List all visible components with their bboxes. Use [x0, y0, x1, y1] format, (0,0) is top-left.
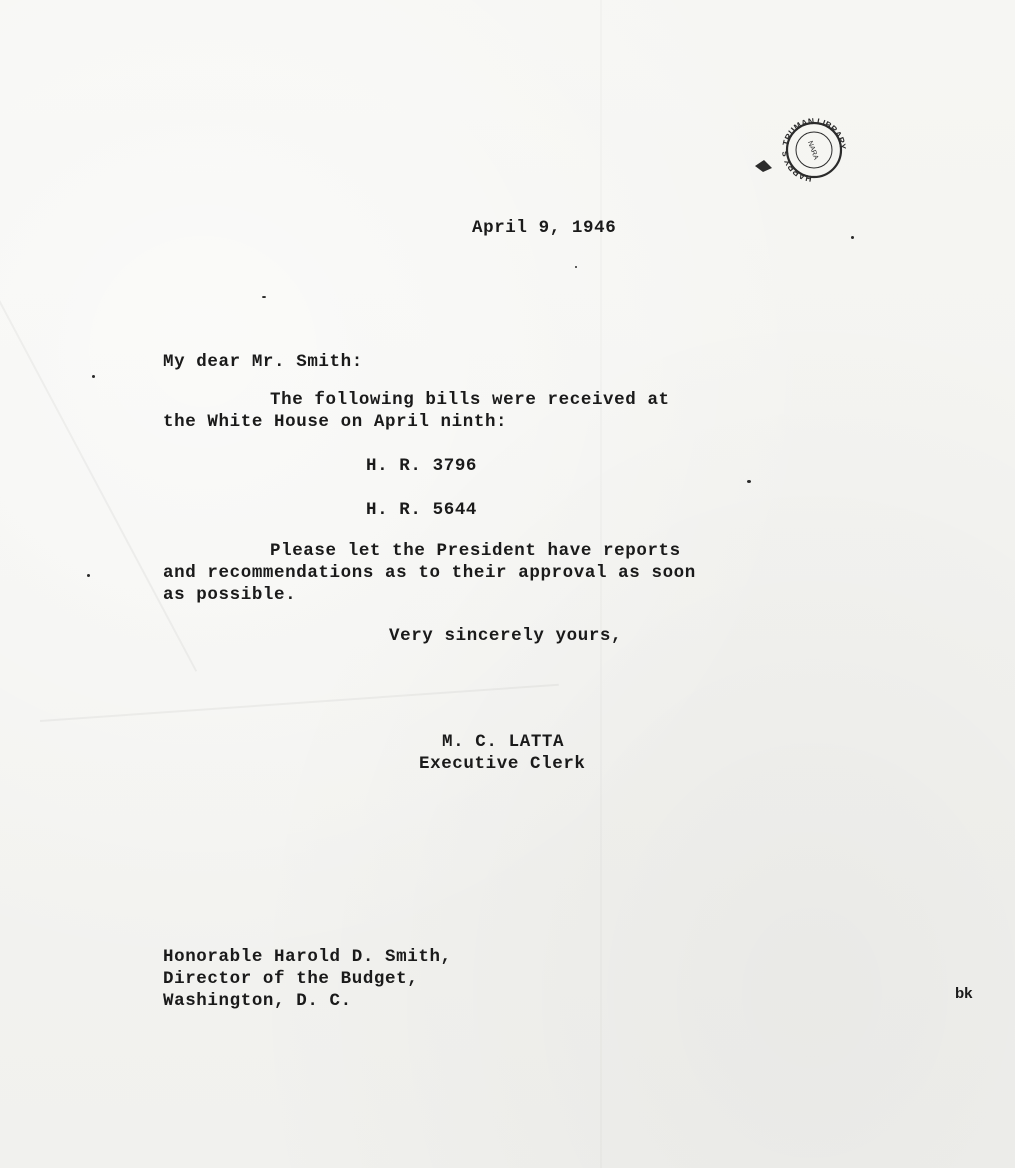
letter-date: April 9, 1946 [472, 218, 617, 238]
recipient-line: Director of the Budget, [163, 969, 419, 989]
paper-speck [575, 266, 577, 268]
stamp-text: HARRY S. TRUMAN LIBRARY [779, 115, 849, 184]
signer-title: Executive Clerk [419, 754, 586, 774]
paper-speck [92, 375, 95, 378]
paper-speck [262, 296, 266, 298]
paper-speck [851, 236, 854, 239]
salutation: My dear Mr. Smith: [163, 352, 363, 372]
body-line: Please let the President have reports [270, 541, 681, 561]
signer-name: M. C. LATTA [442, 732, 565, 752]
stamp-ink-blot [755, 160, 772, 172]
body-line: as possible. [163, 585, 297, 605]
archive-stamp [752, 110, 852, 190]
recipient-line: Honorable Harold D. Smith, [163, 947, 452, 967]
body-line: The following bills were received at [270, 390, 670, 410]
body-line: the White House on April ninth: [163, 412, 508, 432]
paper-crease [40, 684, 559, 722]
paper-speck [747, 480, 751, 483]
paper-crease [600, 0, 602, 1168]
typist-initials: bk [955, 985, 973, 1002]
bill-number: H. R. 3796 [366, 456, 478, 476]
paper-speck [87, 574, 90, 577]
complimentary-close: Very sincerely yours, [389, 626, 623, 646]
stamp-center-text: NARA [805, 140, 820, 161]
recipient-line: Washington, D. C. [163, 991, 352, 1011]
body-line: and recommendations as to their approval as soon [163, 563, 696, 583]
bill-number: H. R. 5644 [366, 500, 478, 520]
